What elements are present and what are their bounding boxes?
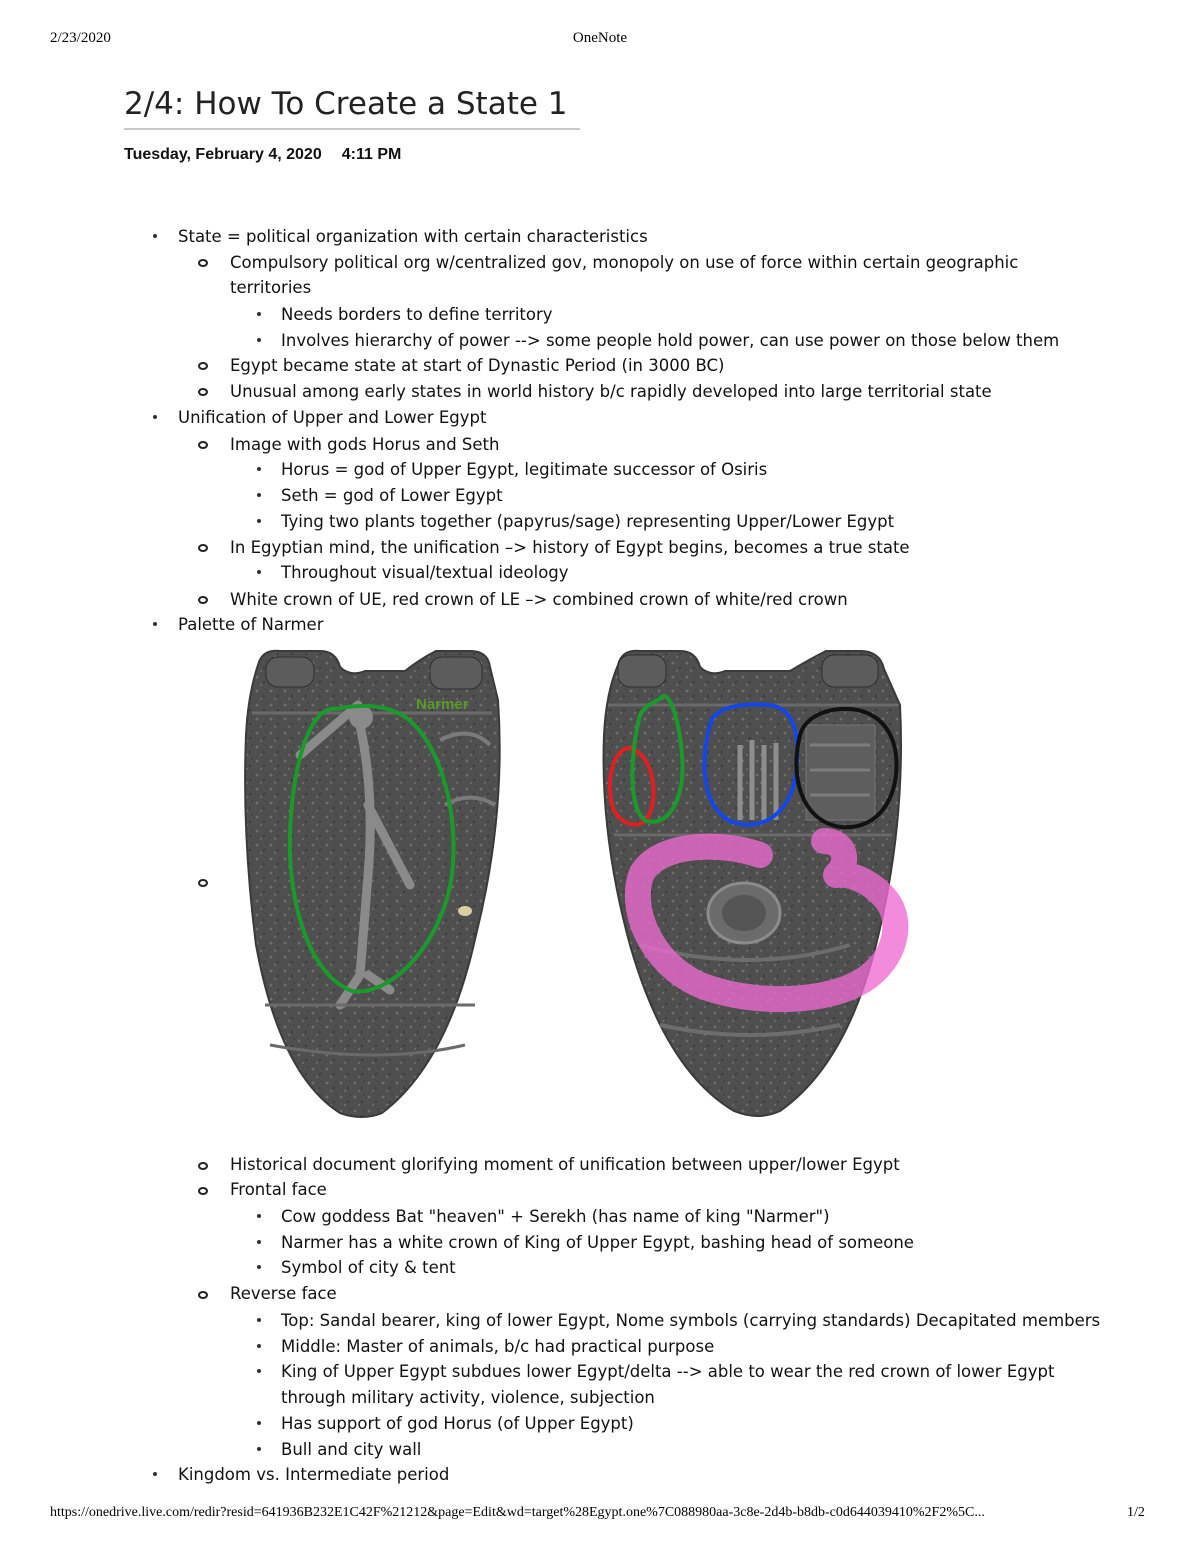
page-datetime <box>124 146 401 164</box>
title-underline <box>124 128 580 130</box>
bullet-ring-icon <box>198 388 208 396</box>
print-page-number: 1/2 <box>1127 1505 1145 1520</box>
bullet-dot-icon <box>257 467 261 471</box>
bullet-dot-icon <box>257 312 261 316</box>
narmer-palette-image[interactable] <box>240 645 912 1120</box>
bullet-dot-icon <box>257 1240 261 1244</box>
outline-item[interactable]: Frontal face <box>230 1180 327 1199</box>
bullet-dot-icon <box>257 1318 261 1322</box>
outline-item[interactable]: Symbol of city & tent <box>281 1258 456 1277</box>
bullet-dot-icon <box>153 234 157 238</box>
bullet-ring-icon <box>198 259 208 267</box>
outline-item[interactable]: Horus = god of Upper Egypt, legitimate successor of Osiris <box>281 460 768 479</box>
outline-item[interactable]: Bull and city wall <box>281 1440 422 1459</box>
print-app-name: OneNote <box>572 30 628 46</box>
outline-item[interactable]: White crown of UE, red crown of LE –> combined crown of white/red crown <box>230 590 848 609</box>
outline-item[interactable]: through military activity, violence, subjection <box>281 1388 655 1407</box>
page-time: 4:11 PM <box>341 146 402 163</box>
bullet-ring-icon <box>198 879 208 887</box>
outline-item[interactable]: Seth = god of Lower Egypt <box>281 486 503 505</box>
bullet-ring-icon <box>198 1187 208 1195</box>
outline-item[interactable]: Kingdom vs. Intermediate period <box>178 1465 450 1484</box>
bullet-dot-icon <box>257 1421 261 1425</box>
palette-reverse-face <box>604 651 901 1116</box>
outline-item[interactable]: Historical document glorifying moment of unification between upper/lower Egypt <box>230 1155 900 1174</box>
bullet-ring-icon <box>198 596 208 604</box>
bullet-dot-icon <box>257 493 261 497</box>
bullet-ring-icon <box>198 1162 208 1170</box>
page-date: Tuesday, February 4, 2020 <box>124 146 322 163</box>
outline-item[interactable]: Unification of Upper and Lower Egypt <box>178 408 487 427</box>
outline-item[interactable]: Needs borders to define territory <box>281 305 553 324</box>
outline-item[interactable]: Has support of god Horus (of Upper Egypt) <box>281 1414 634 1433</box>
bullet-dot-icon <box>257 1369 261 1373</box>
bullet-dot-icon <box>257 519 261 523</box>
print-source-url: https://onedrive.live.com/redir?resid=641936B232E1C42F%21212&page=Edit&wd=target%28Egypt.one%7C088980aa-3c8e-2d4b-b8db-c0d644039410%2F2%5C... <box>50 1505 985 1520</box>
outline-item[interactable]: Throughout visual/textual ideology <box>281 563 569 582</box>
outline-item[interactable]: State = political organization with certain characteristics <box>178 227 648 246</box>
outline-item[interactable]: Middle: Master of animals, b/c had practical purpose <box>281 1337 715 1356</box>
print-date: 2/23/2020 <box>50 30 111 46</box>
outline-item[interactable]: Narmer has a white crown of King of Upper Egypt, bashing head of someone <box>281 1233 914 1252</box>
outline-item[interactable]: Image with gods Horus and Seth <box>230 435 500 454</box>
narmer-label: Narmer <box>416 696 469 713</box>
bullet-dot-icon <box>153 1472 157 1476</box>
outline-item[interactable]: Egypt became state at start of Dynastic Period (in 3000 BC) <box>230 356 725 375</box>
bullet-ring-icon <box>198 441 208 449</box>
bullet-dot-icon <box>153 622 157 626</box>
outline-item[interactable]: Involves hierarchy of power --> some people hold power, can use power on those below them <box>281 331 1060 350</box>
bullet-ring-icon <box>198 544 208 552</box>
outline-item[interactable]: In Egyptian mind, the unification –> history of Egypt begins, becomes a true state <box>230 538 910 557</box>
bullet-dot-icon <box>257 338 261 342</box>
outline-item[interactable]: Compulsory political org w/centralized gov, monopoly on use of force within certain geographic <box>230 253 1019 272</box>
bullet-dot-icon <box>153 415 157 419</box>
outline-item[interactable]: Unusual among early states in world history b/c rapidly developed into large territorial state <box>230 382 992 401</box>
bullet-dot-icon <box>257 570 261 574</box>
bullet-ring-icon <box>198 1291 208 1299</box>
page-title[interactable]: 2/4: How To Create a State 1 <box>124 86 568 122</box>
outline-item[interactable]: Palette of Narmer <box>178 615 324 634</box>
outline-item[interactable]: territories <box>230 278 312 297</box>
bullet-dot-icon <box>257 1214 261 1218</box>
bullet-dot-icon <box>257 1344 261 1348</box>
outline-item[interactable]: Reverse face <box>230 1284 337 1303</box>
outline-item[interactable]: Cow goddess Bat "heaven" + Serekh (has name of king "Narmer") <box>281 1207 830 1226</box>
bullet-dot-icon <box>257 1265 261 1269</box>
outline-item[interactable]: King of Upper Egypt subdues lower Egypt/delta --> able to wear the red crown of lower Egypt <box>281 1362 1055 1381</box>
outline-item[interactable]: Top: Sandal bearer, king of lower Egypt, Nome symbols (carrying standards) Decapitated members <box>281 1311 1101 1330</box>
outline-item[interactable]: Tying two plants together (papyrus/sage) representing Upper/Lower Egypt <box>281 512 895 531</box>
palette-front-face <box>245 651 500 1117</box>
bullet-ring-icon <box>198 362 208 370</box>
bullet-dot-icon <box>257 1447 261 1451</box>
